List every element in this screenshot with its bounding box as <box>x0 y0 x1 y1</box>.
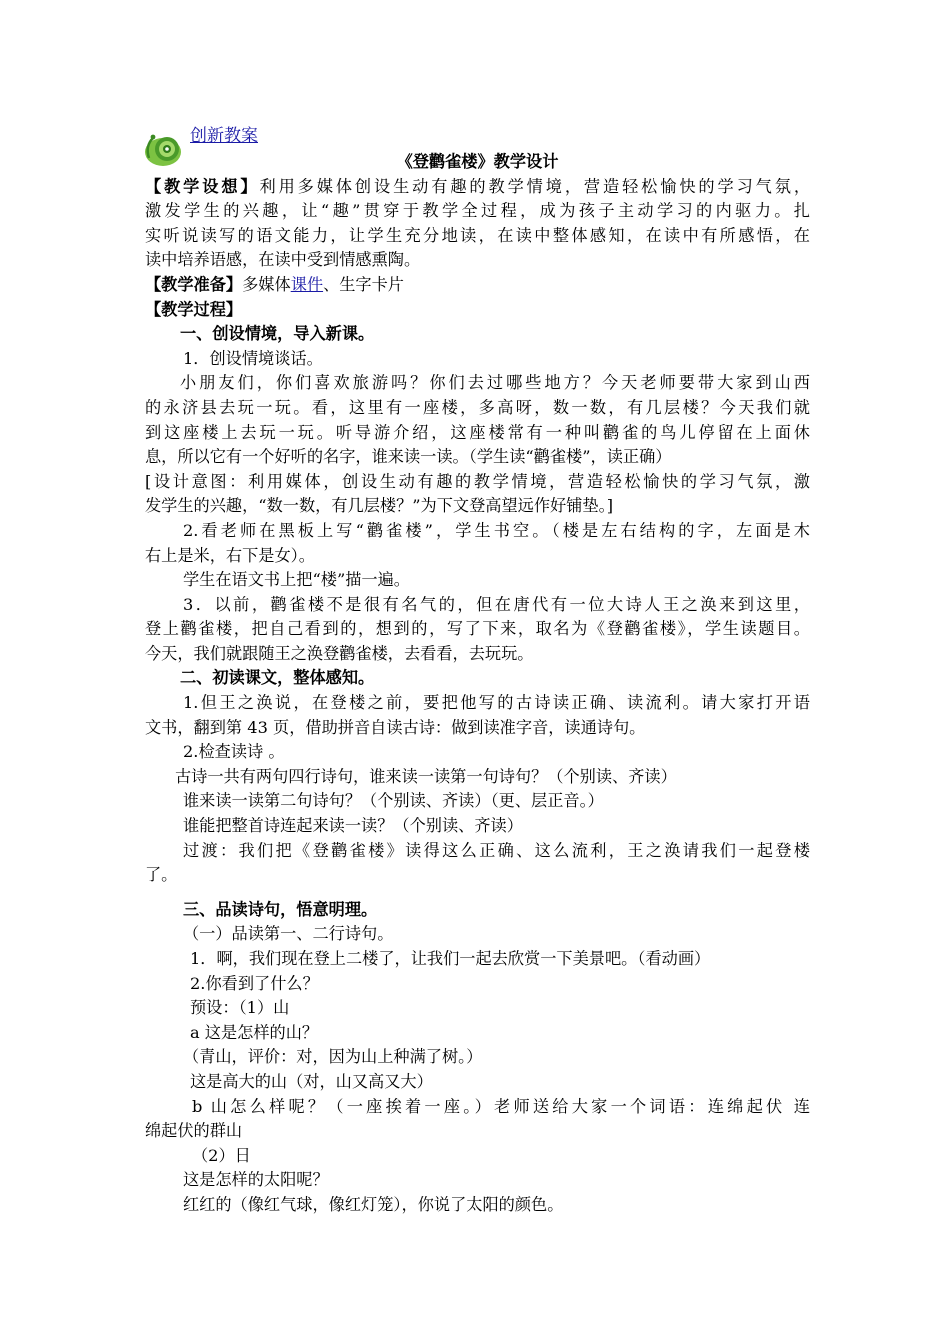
paragraph-line: [设计意图：利用媒体，创设生动有趣的教学情境，营造轻松愉快的学习气氛，激 <box>145 471 810 491</box>
paragraph-line: （2）日 <box>192 1145 251 1165</box>
paragraph-line: 发学生的兴趣，“数一数，有几层楼？”为下文登高望远作好铺垫。] <box>145 496 614 516</box>
prep-label: 【教学准备】 <box>145 274 243 294</box>
section-heading: 三、品读诗句，悟意明理。 <box>183 899 378 919</box>
design-line: 【教学设想】利用多媒体创设生动有趣的教学情境，营造轻松愉快的学习气氛， <box>145 176 811 196</box>
section-heading: 二、初读课文，整体感知。 <box>180 668 375 688</box>
courseware-link[interactable]: 课件 <box>290 274 324 294</box>
paragraph-line: 谁能把整首诗连起来读一读？（个别读、齐读） <box>183 816 523 836</box>
design-line: 读中培养语感，在读中受到情感熏陶。 <box>145 250 421 270</box>
paragraph-line: 2.看老师在黑板上写“鹳雀楼”，学生书空。（楼是左右结构的字，左面是木 <box>183 520 810 540</box>
paragraph-line: 红红的（像红气球，像红灯笼），你说了太阳的颜色。 <box>183 1194 564 1214</box>
design-label: 【教学设想】 <box>145 176 260 196</box>
paragraph-line: 过渡：我们把《登鹳雀楼》读得这么正确、这么流利，王之涣请我们一起登楼 <box>183 840 810 860</box>
design-line: 实听说读写的语文能力，让学生充分地读，在读中整体感知，在读中有所感悟，在 <box>145 225 810 245</box>
paragraph-line: 这是高大的山（对，山又高又大） <box>190 1071 433 1091</box>
document-body <box>145 150 810 1218</box>
paragraph-line: 登上鹳雀楼，把自己看到的，想到的，写了下来，取名为《登鹳雀楼》，学生读题目。 <box>145 619 810 639</box>
paragraph-line: 这是怎样的太阳呢？ <box>183 1170 329 1190</box>
paragraph-line: 绵起伏的群山 <box>145 1121 243 1141</box>
paragraph-line: 3．以前，鹳雀楼不是很有名气的，但在唐代有一位大诗人王之涣来到这里， <box>183 594 810 614</box>
paragraph-line: 息，所以它有一个好听的名字，谁来读一读。（学生读“鹳雀楼”，读正确） <box>145 447 672 467</box>
section-heading: 一、创设情境，导入新课。 <box>180 324 375 344</box>
paragraph-line: 了。 <box>145 865 178 885</box>
paragraph-line: 小朋友们，你们喜欢旅游吗？你们去过哪些地方？今天老师要带大家到山西 <box>180 373 810 393</box>
paragraph-line: 1.但王之涣说，在登楼之前，要把他写的古诗读正确、读流利。请大家打开语 <box>183 693 810 713</box>
paragraph-line: （青山，评价：对，因为山上种满了树。） <box>183 1047 483 1067</box>
brand-link[interactable]: 创新教案 <box>190 126 258 146</box>
paragraph-line: 2.检查读诗 。 <box>183 742 285 762</box>
paragraph-line: b 山怎么样呢？（一座挨着一座。）老师送给大家一个词语：连绵起伏 连 <box>192 1096 810 1116</box>
paragraph-line: 文书，翻到第 43 页，借助拼音自读古诗：做到读准字音，读通诗句。 <box>145 717 646 737</box>
paragraph-line: 右上是米，右下是女）。 <box>145 545 315 565</box>
paragraph-line: 学生在语文书上把“楼”描一遍。 <box>183 570 410 590</box>
prep-line: 【教学准备】多媒体课件、生字卡片 <box>145 274 404 294</box>
paragraph-line: 到这座楼上去玩一玩。听导游介绍，这座楼常有一种叫鹳雀的鸟儿停留在上面休 <box>145 422 810 442</box>
paragraph-line: 1．创设情境谈话。 <box>183 348 323 368</box>
paragraph-line: 1．啊，我们现在登上二楼了，让我们一起去欣赏一下美景吧。（看动画） <box>190 949 711 968</box>
paragraph-line: a 这是怎样的山？ <box>190 1022 319 1042</box>
paragraph-line: 2.你看到了什么？ <box>190 973 319 993</box>
process-label: 【教学过程】 <box>145 299 243 319</box>
document-title: 《登鹳雀楼》教学设计 <box>396 152 559 171</box>
paragraph-line: 今天，我们就跟随王之涣登鹳雀楼，去看看，去玩玩。 <box>145 643 534 663</box>
paragraph-line: 谁来读一读第二句诗句？（个别读、齐读）（更、层正音。） <box>183 791 604 811</box>
paragraph-line: 预设：（1）山 <box>190 998 290 1018</box>
subsection-heading: （一）品读第一、二行诗句。 <box>183 924 394 944</box>
design-line: 激发学生的兴趣，让“趣”贯穿于教学全过程，成为孩子主动学习的内驱力。扎 <box>145 201 810 221</box>
paragraph-line: 古诗一共有两句四行诗句，谁来读一读第一句诗句？（个别读、齐读） <box>175 766 677 786</box>
paragraph-line: 的永济县去玩一玩。看，这里有一座楼，多高呀，数一数，有几层楼？今天我们就 <box>145 397 810 417</box>
